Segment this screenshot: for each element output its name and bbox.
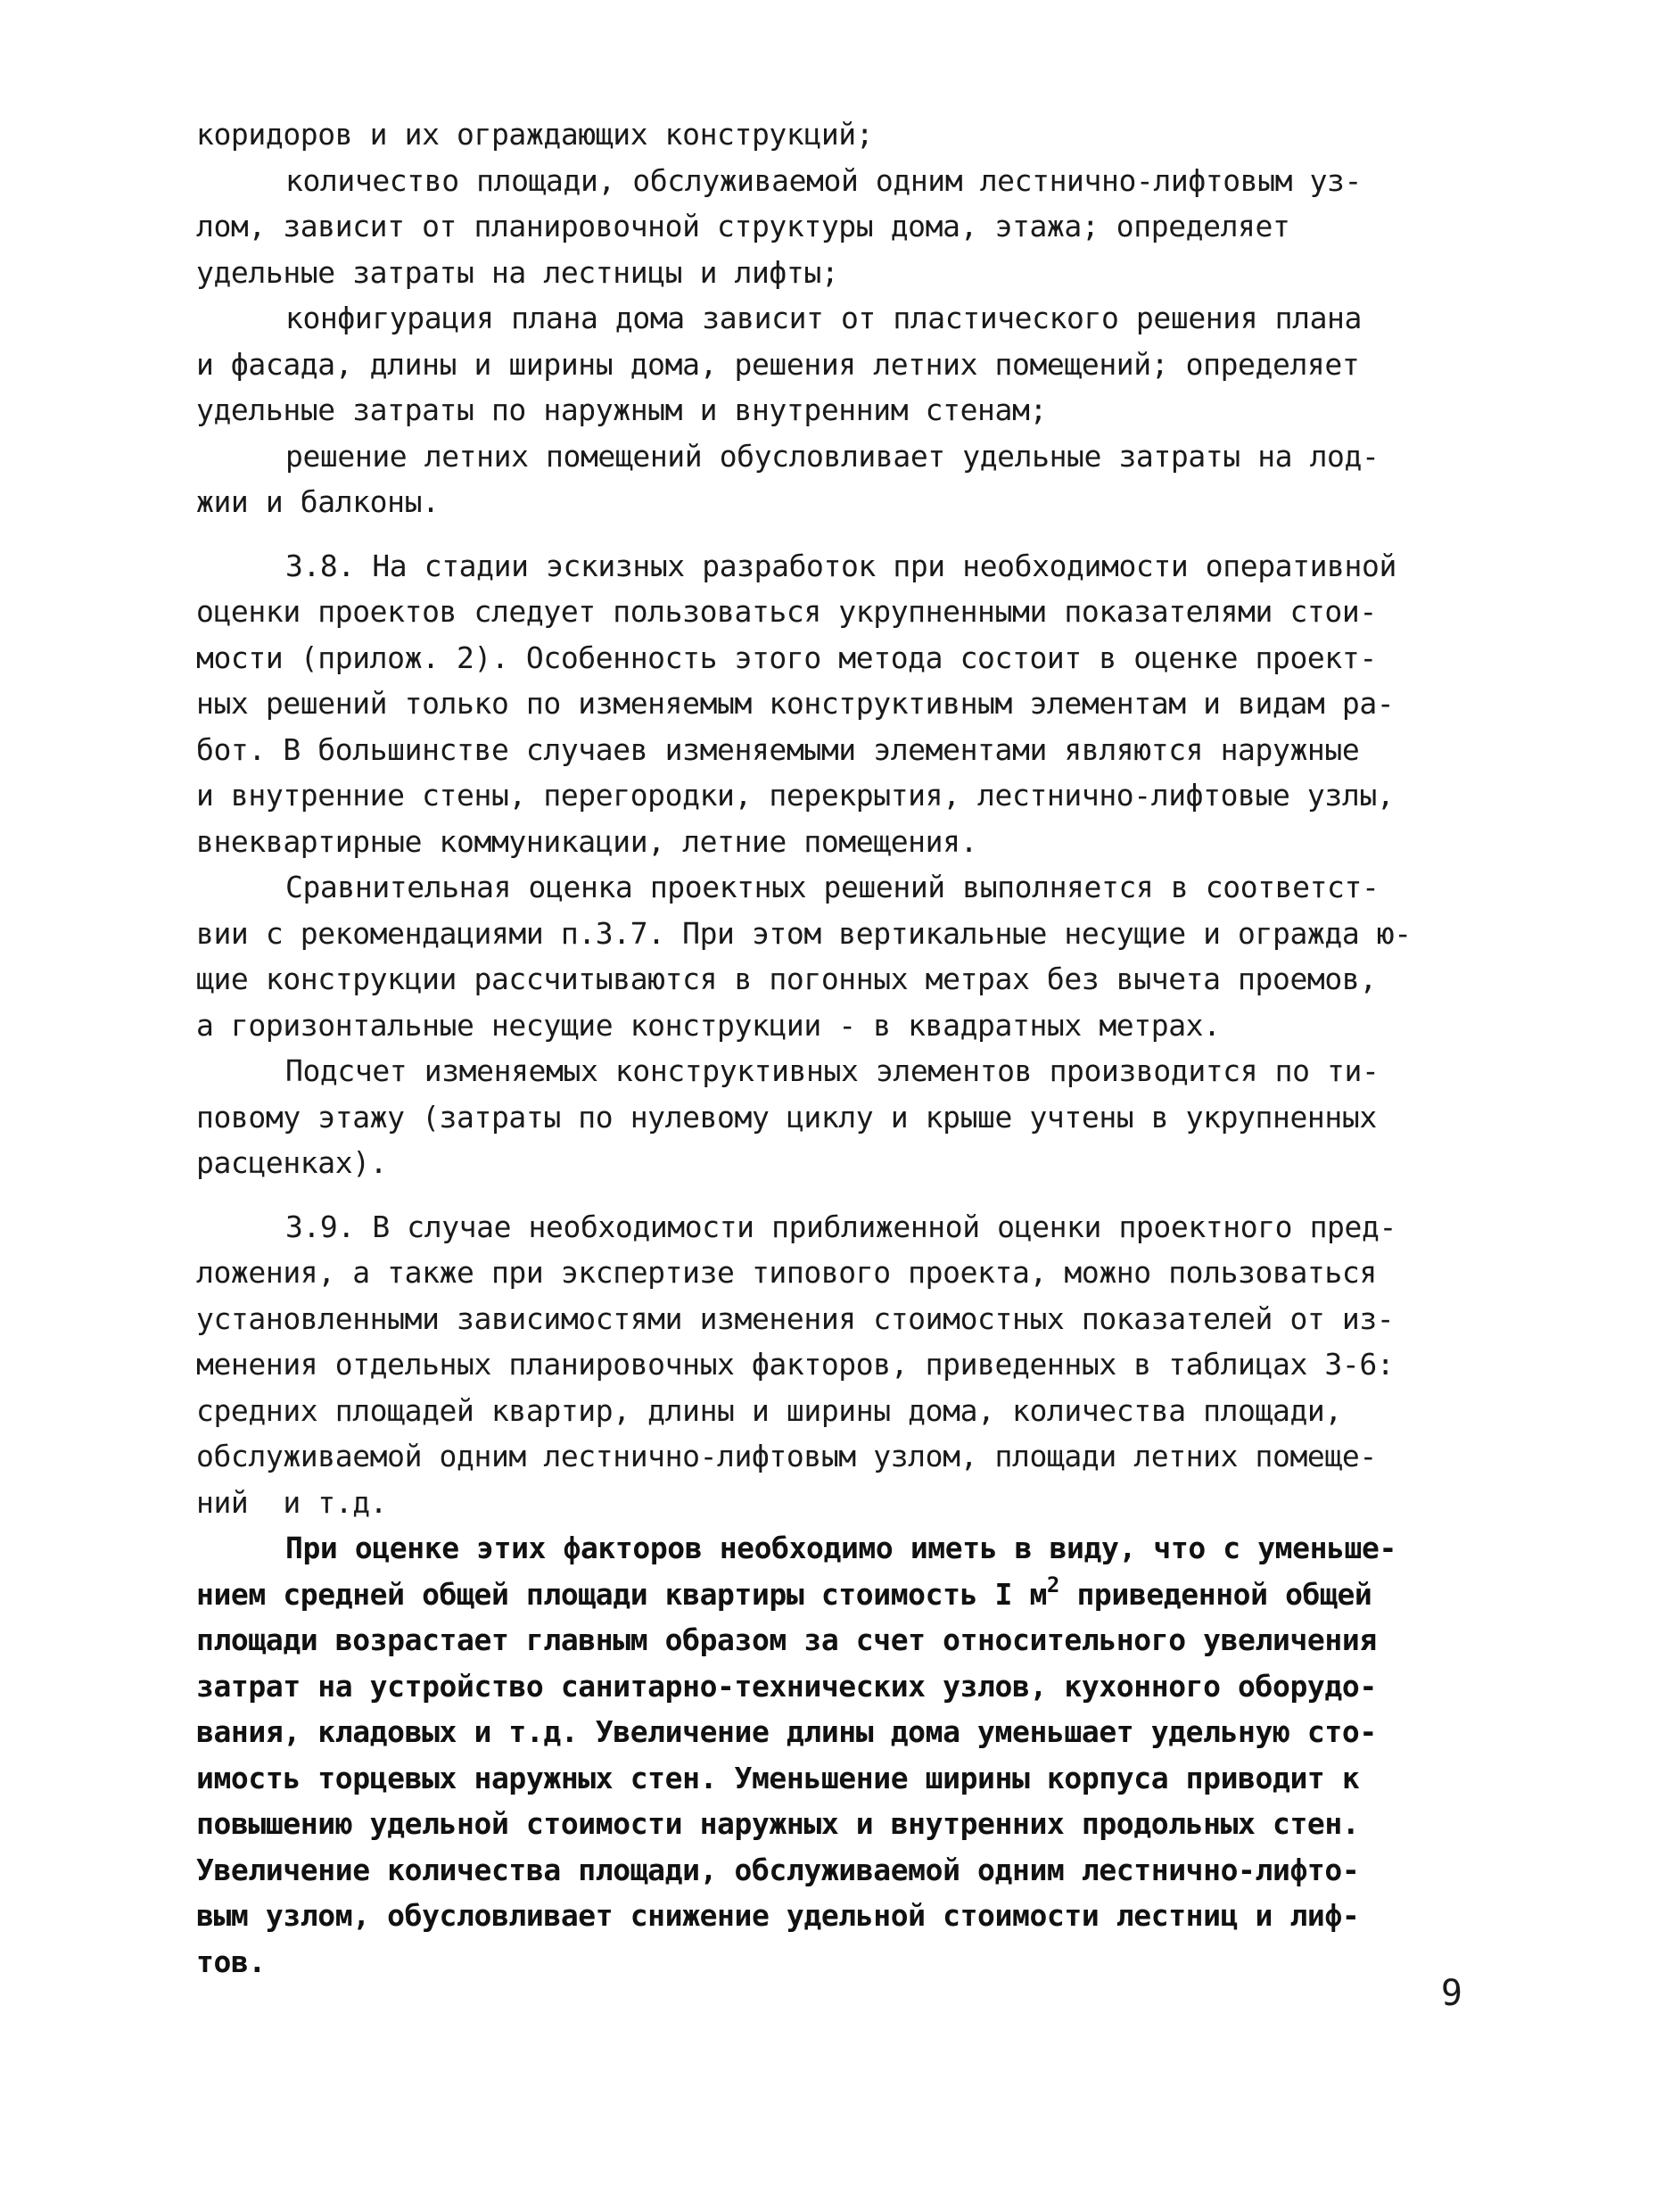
text-line-with-superscript (196, 1572, 1489, 1618)
text-line: щие конструкции рассчитываются в погонных метрах без вычета проемов, (196, 962, 1377, 996)
text-line: Сравнительная оценка проектных решений выполняется в соответст- (285, 870, 1380, 904)
text-line: решение летних помещений обусловливает удельные затраты на лод- (285, 438, 1380, 474)
text-line: установленными зависимостями изменения стоимостных показателей от из- (196, 1300, 1395, 1336)
text-line: затрат на устройство санитарно-технических узлов, кухонного оборудо- (196, 1668, 1377, 1704)
text-line: повому этажу (затраты по нулевому циклу и крыше учтены в укрупненных (196, 1099, 1377, 1135)
text-line: ний и т.д. (196, 1484, 388, 1520)
text-line: 3.9. В случае необходимости приближенной оценки проектного пред- (285, 1209, 1396, 1244)
paragraph-comparative-assessment (196, 864, 1489, 1048)
paragraph-section-3-9 (196, 1204, 1489, 1526)
text-line: количество площади, обслуживаемой одним лестнично-лифтовым уз- (285, 162, 1362, 198)
text-line: вым узлом, обусловливает снижение удельной стоимости лестниц и лиф- (196, 1898, 1360, 1933)
text-line: тов. (196, 1944, 266, 1979)
text-line: площади возрастает главным образом за счет относительного увеличения (196, 1622, 1377, 1657)
paragraph-factor-evaluation (196, 1525, 1489, 1985)
text-line: повышению удельной стоимости наружных и внутренних продольных стен. (196, 1806, 1360, 1841)
text-line: жии и балконы. (196, 484, 440, 519)
document-page (196, 111, 1489, 1985)
paragraph-corridors (196, 111, 1489, 158)
text-line: удельные затраты на лестницы и лифты; (196, 254, 839, 290)
text-line: Подсчет изменяемых конструктивных элементов производится по ти- (285, 1053, 1380, 1088)
page-number: 9 (1440, 1973, 1462, 2014)
text-line: менения отдельных планировочных факторов, приведенных в таблицах 3-6: (196, 1347, 1395, 1382)
text-line: ных решений только по изменяемым конструктивным элементам и видам ра- (196, 686, 1395, 721)
text-line: обслуживаемой одним лестнично-лифтовым узлом, площади летних помеще- (196, 1439, 1377, 1473)
paragraph-stair-lift-area (196, 158, 1489, 296)
text-line: и внутренние стены, перегородки, перекрытия, лестнично-лифтовые узлы, (196, 778, 1395, 813)
text-line: лом, зависит от планировочной структуры дома, этажа; определяет (196, 209, 1290, 243)
text-line: мости (прилож. 2). Особенность этого метода состоит в оценке проект- (196, 640, 1377, 675)
text-line: коридоров и их ограждающих конструкций; (196, 117, 874, 152)
text-line: Увеличение количества площади, обслуживаемой одним лестнично-лифто- (196, 1852, 1360, 1887)
paragraph-section-3-8 (196, 543, 1489, 865)
text-line: При оценке этих факторов необходимо иметь в виду, что с уменьше- (285, 1531, 1396, 1565)
text-line: а горизонтальные несущие конструкции - в квадратных метрах. (196, 1007, 1221, 1043)
text-line: внеквартирные коммуникации, летние помещения. (196, 823, 978, 859)
text-line: 3.8. На стадии эскизных разработок при необходимости оперативной (285, 548, 1396, 583)
text-line: расценках). (196, 1145, 388, 1180)
text-line: бот. В большинстве случаев изменяемыми элементами являются наружные (196, 731, 1360, 767)
text-line: вии с рекомендациями п.3.7. При этом вертикальные несущие и огражда ю- (196, 915, 1412, 951)
text-line: имость торцевых наружных стен. Уменьшение ширины корпуса приводит к (196, 1760, 1360, 1795)
text-line: ложения, а также при экспертизе типового проекта, можно пользоваться (196, 1255, 1377, 1290)
text-line: оценки проектов следует пользоваться укрупненными показателями стои- (196, 594, 1377, 629)
text-line: и фасада, длины и ширины дома, решения летних помещений; определяет (196, 346, 1360, 382)
paragraph-element-count (196, 1048, 1489, 1186)
text-line: удельные затраты по наружным и внутренним стенам; (196, 392, 1047, 427)
text-line: вания, кладовых и т.д. Увеличение длины дома уменьшает удельную сто- (196, 1714, 1377, 1749)
text-line: средних площадей квартир, длины и ширины дома, количества площади, (196, 1392, 1342, 1428)
paragraph-plan-configuration (196, 295, 1489, 433)
text-segment: нием средней общей площади квартиры стоимость I м (196, 1576, 1047, 1612)
text-line: конфигурация плана дома зависит от пластического решения плана (285, 301, 1362, 335)
paragraph-summer-rooms (196, 433, 1489, 525)
superscript: 2 (1046, 1572, 1059, 1597)
text-segment: приведенной общей (1059, 1576, 1372, 1612)
